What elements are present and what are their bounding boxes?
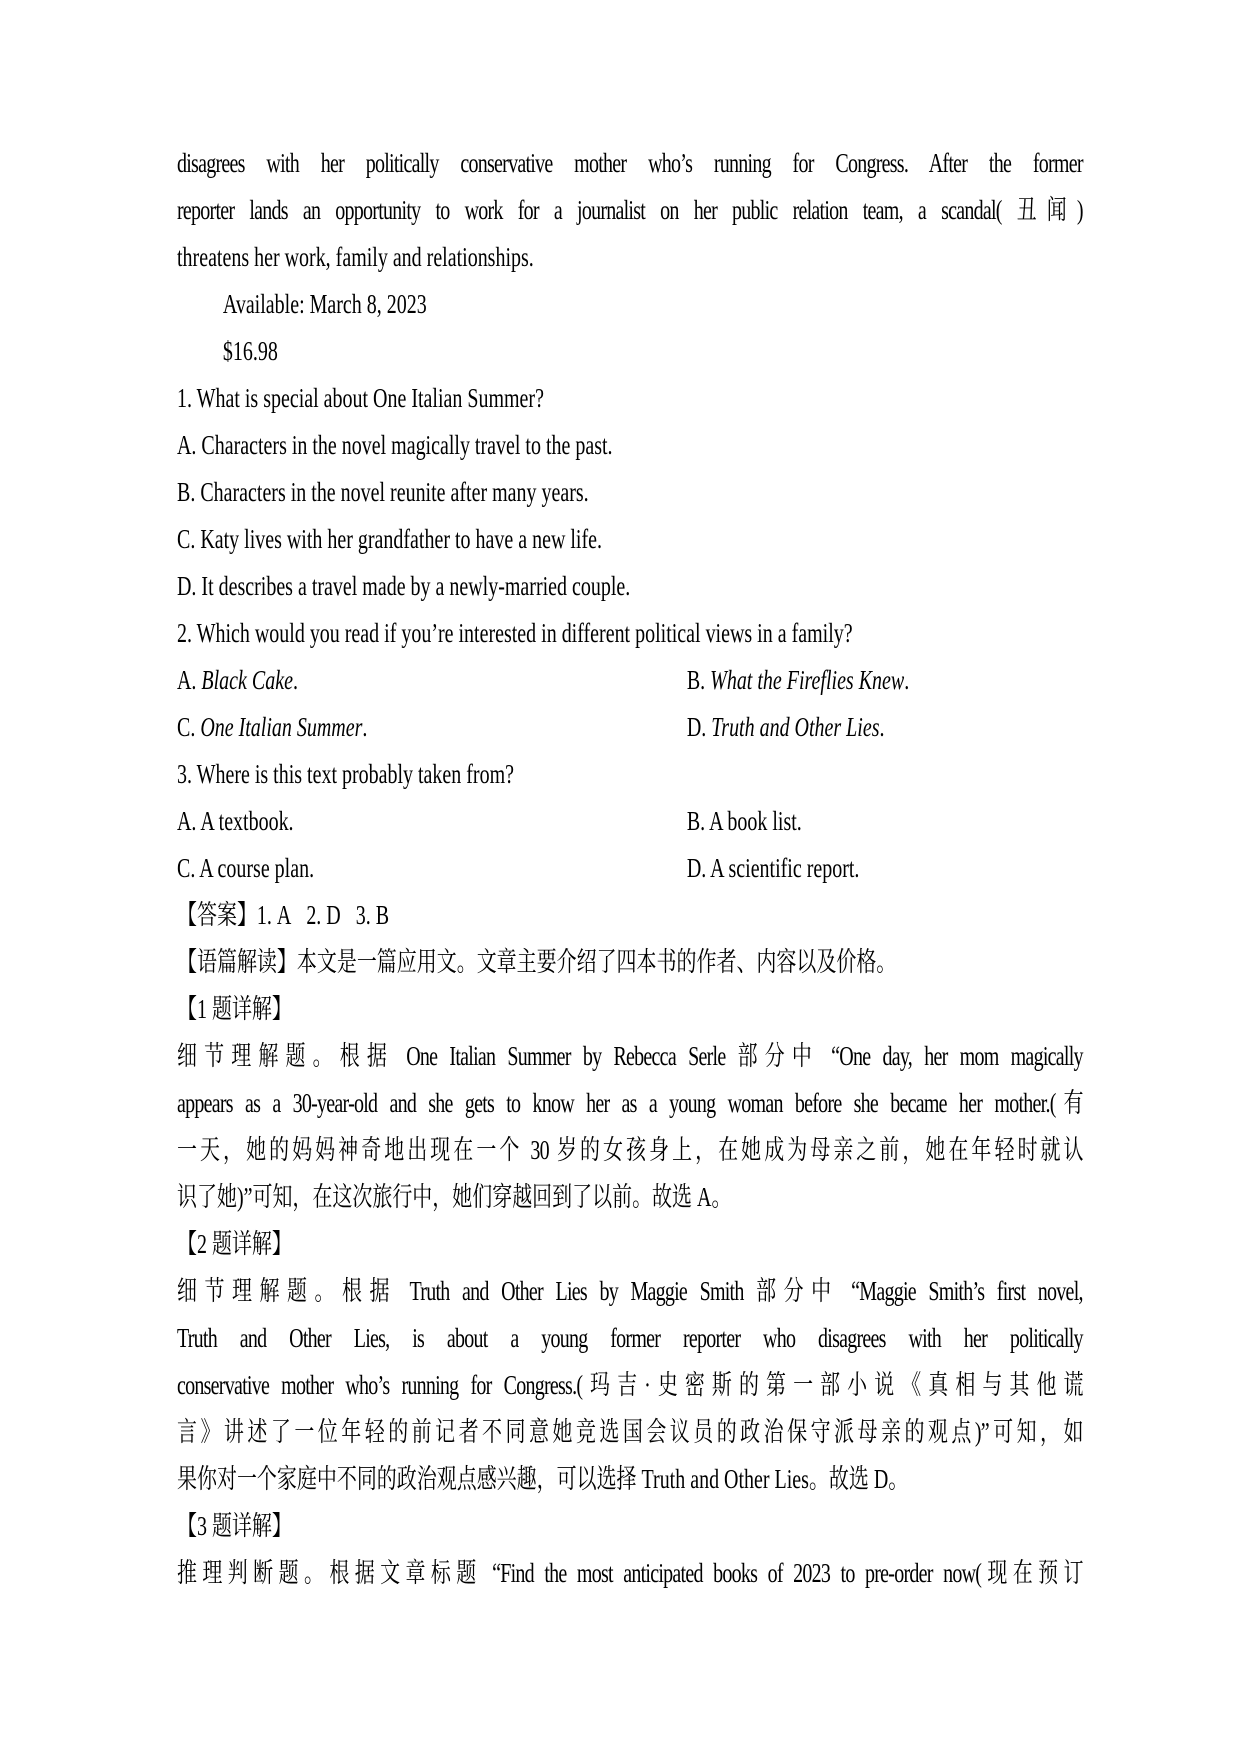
text-run: 言》讲述了一位年轻的前记者不同意她竞选国会议员的政治保守派母亲的观点)”可知，如 [177, 1417, 1083, 1447]
text-run: C. [177, 712, 201, 742]
text-run: . [904, 665, 910, 695]
text-run: 【2 题详解】 [177, 1229, 292, 1259]
text-run: 2. Which would you read if you’re interested in different political views in a family? [177, 618, 853, 648]
text-run: 【1 题详解】 [177, 994, 292, 1024]
text-run: 【3 题详解】 [177, 1511, 292, 1541]
option-col1 [177, 665, 298, 695]
passage-line [177, 187, 1083, 234]
book-title: Black Cake [201, 665, 293, 695]
option-row [177, 657, 1083, 704]
availability-line [177, 281, 1083, 328]
text-run: 一天，她的妈妈神奇地出现在一个 30 岁的女孩身上，在她成为母亲之前，她在年轻时就认 [177, 1135, 1083, 1165]
explanation-line [177, 1362, 1083, 1409]
explanation-line [177, 1268, 1083, 1315]
option-row [177, 845, 1083, 892]
text-run: . [292, 665, 298, 695]
text-run: threatens her work, family and relationships. [177, 242, 534, 272]
option [177, 563, 1083, 610]
option-col1 [177, 806, 294, 836]
text-run: 【答案】1. A 2. D 3. B [177, 900, 390, 930]
passage-analysis-line [177, 939, 1083, 986]
question-line [177, 375, 1083, 422]
option [177, 469, 1083, 516]
option-col1 [177, 712, 367, 742]
text-run: 细节理解题。根据 Truth and Other Lies by Maggie Smith 部分中 “Maggie Smith’s first novel, [177, 1276, 1083, 1306]
text-run: 推理判断题。根据文章标题 “Find the most anticipated books of 2023 to pre-order now(现在预订 [177, 1558, 1083, 1588]
option [177, 516, 1083, 563]
book-title: Truth and Other Lies [711, 712, 880, 742]
answer-line [177, 892, 1083, 939]
option-col2 [687, 845, 860, 892]
explanation-line [177, 1409, 1083, 1456]
question-line [177, 610, 1083, 657]
text-run: 【语篇解读】本文是一篇应用文。文章主要介绍了四本书的作者、内容以及价格。 [177, 947, 897, 977]
book-title: One Italian Summer [200, 712, 363, 742]
text-run: Truth and Other Lies, is about a young former reporter who disagrees with her politically [177, 1323, 1083, 1353]
explanation-line [177, 1080, 1083, 1127]
option-row [177, 704, 1083, 751]
text-run: B. Characters in the novel reunite after many years. [177, 477, 589, 507]
text-run: B. A book list. [686, 806, 802, 836]
text-run: reporter lands an opportunity to work for a journalist on her public relation team, a scandal( 丑闻) [177, 195, 1083, 225]
explanation-line [177, 1550, 1083, 1597]
option-col2 [687, 704, 885, 751]
price-line [177, 328, 1083, 375]
option [177, 422, 1083, 469]
explanation-line [177, 1174, 1083, 1221]
text-run: D. It describes a travel made by a newly-married couple. [177, 571, 631, 601]
text-run: A. A textbook. [177, 806, 294, 836]
text-run: A. Characters in the novel magically travel to the past. [177, 430, 613, 460]
text-run: $16.98 [222, 336, 278, 366]
option-row [177, 798, 1083, 845]
passage-line [177, 234, 1083, 281]
explanation-line [177, 1315, 1083, 1362]
option-col1 [177, 853, 314, 883]
text-run: D. [686, 712, 712, 742]
option-col2 [687, 657, 909, 704]
option-col2 [687, 798, 802, 845]
question-line [177, 751, 1083, 798]
book-title: What the Fireflies Knew [710, 665, 905, 695]
text-run: C. A course plan. [177, 853, 315, 883]
explanation-heading [177, 986, 1083, 1033]
explanation-line [177, 1033, 1083, 1080]
text-run: 细节理解题。根据 One Italian Summer by Rebecca Serle 部分中 “One day, her mom magically [177, 1041, 1083, 1071]
text-run: D. A scientific report. [686, 853, 860, 883]
text-run: . [879, 712, 885, 742]
page-content [177, 140, 1240, 1597]
text-run: 识了她)”可知，在这次旅行中，她们穿越回到了以前。故选 A。 [177, 1182, 732, 1212]
explanation-line [177, 1456, 1083, 1503]
text-run: 3. Where is this text probably taken from? [177, 759, 514, 789]
explanation-heading [177, 1503, 1083, 1550]
passage-line [177, 140, 1083, 187]
text-run: 果你对一个家庭中不同的政治观点感兴趣，可以选择 Truth and Other Lies。故选 D。 [177, 1464, 909, 1494]
text-run: appears as a 30-year-old and she gets to know her as a young woman before she became her mother.(有 [177, 1088, 1083, 1118]
explanation-line [177, 1127, 1083, 1174]
text-run: A. [177, 665, 202, 695]
text-run: disagrees with her politically conservative mother who’s running for Congress. After the former [177, 148, 1083, 178]
explanation-heading [177, 1221, 1083, 1268]
text-run: . [362, 712, 368, 742]
text-run: Available: March 8, 2023 [222, 289, 427, 319]
text-run: B. [686, 665, 711, 695]
text-run: C. Katy lives with her grandfather to have a new life. [177, 524, 602, 554]
text-run: 1. What is special about One Italian Summer? [177, 383, 544, 413]
text-run: conservative mother who’s running for Congress.(玛吉·史密斯的第一部小说《真相与其他谎 [177, 1370, 1083, 1400]
